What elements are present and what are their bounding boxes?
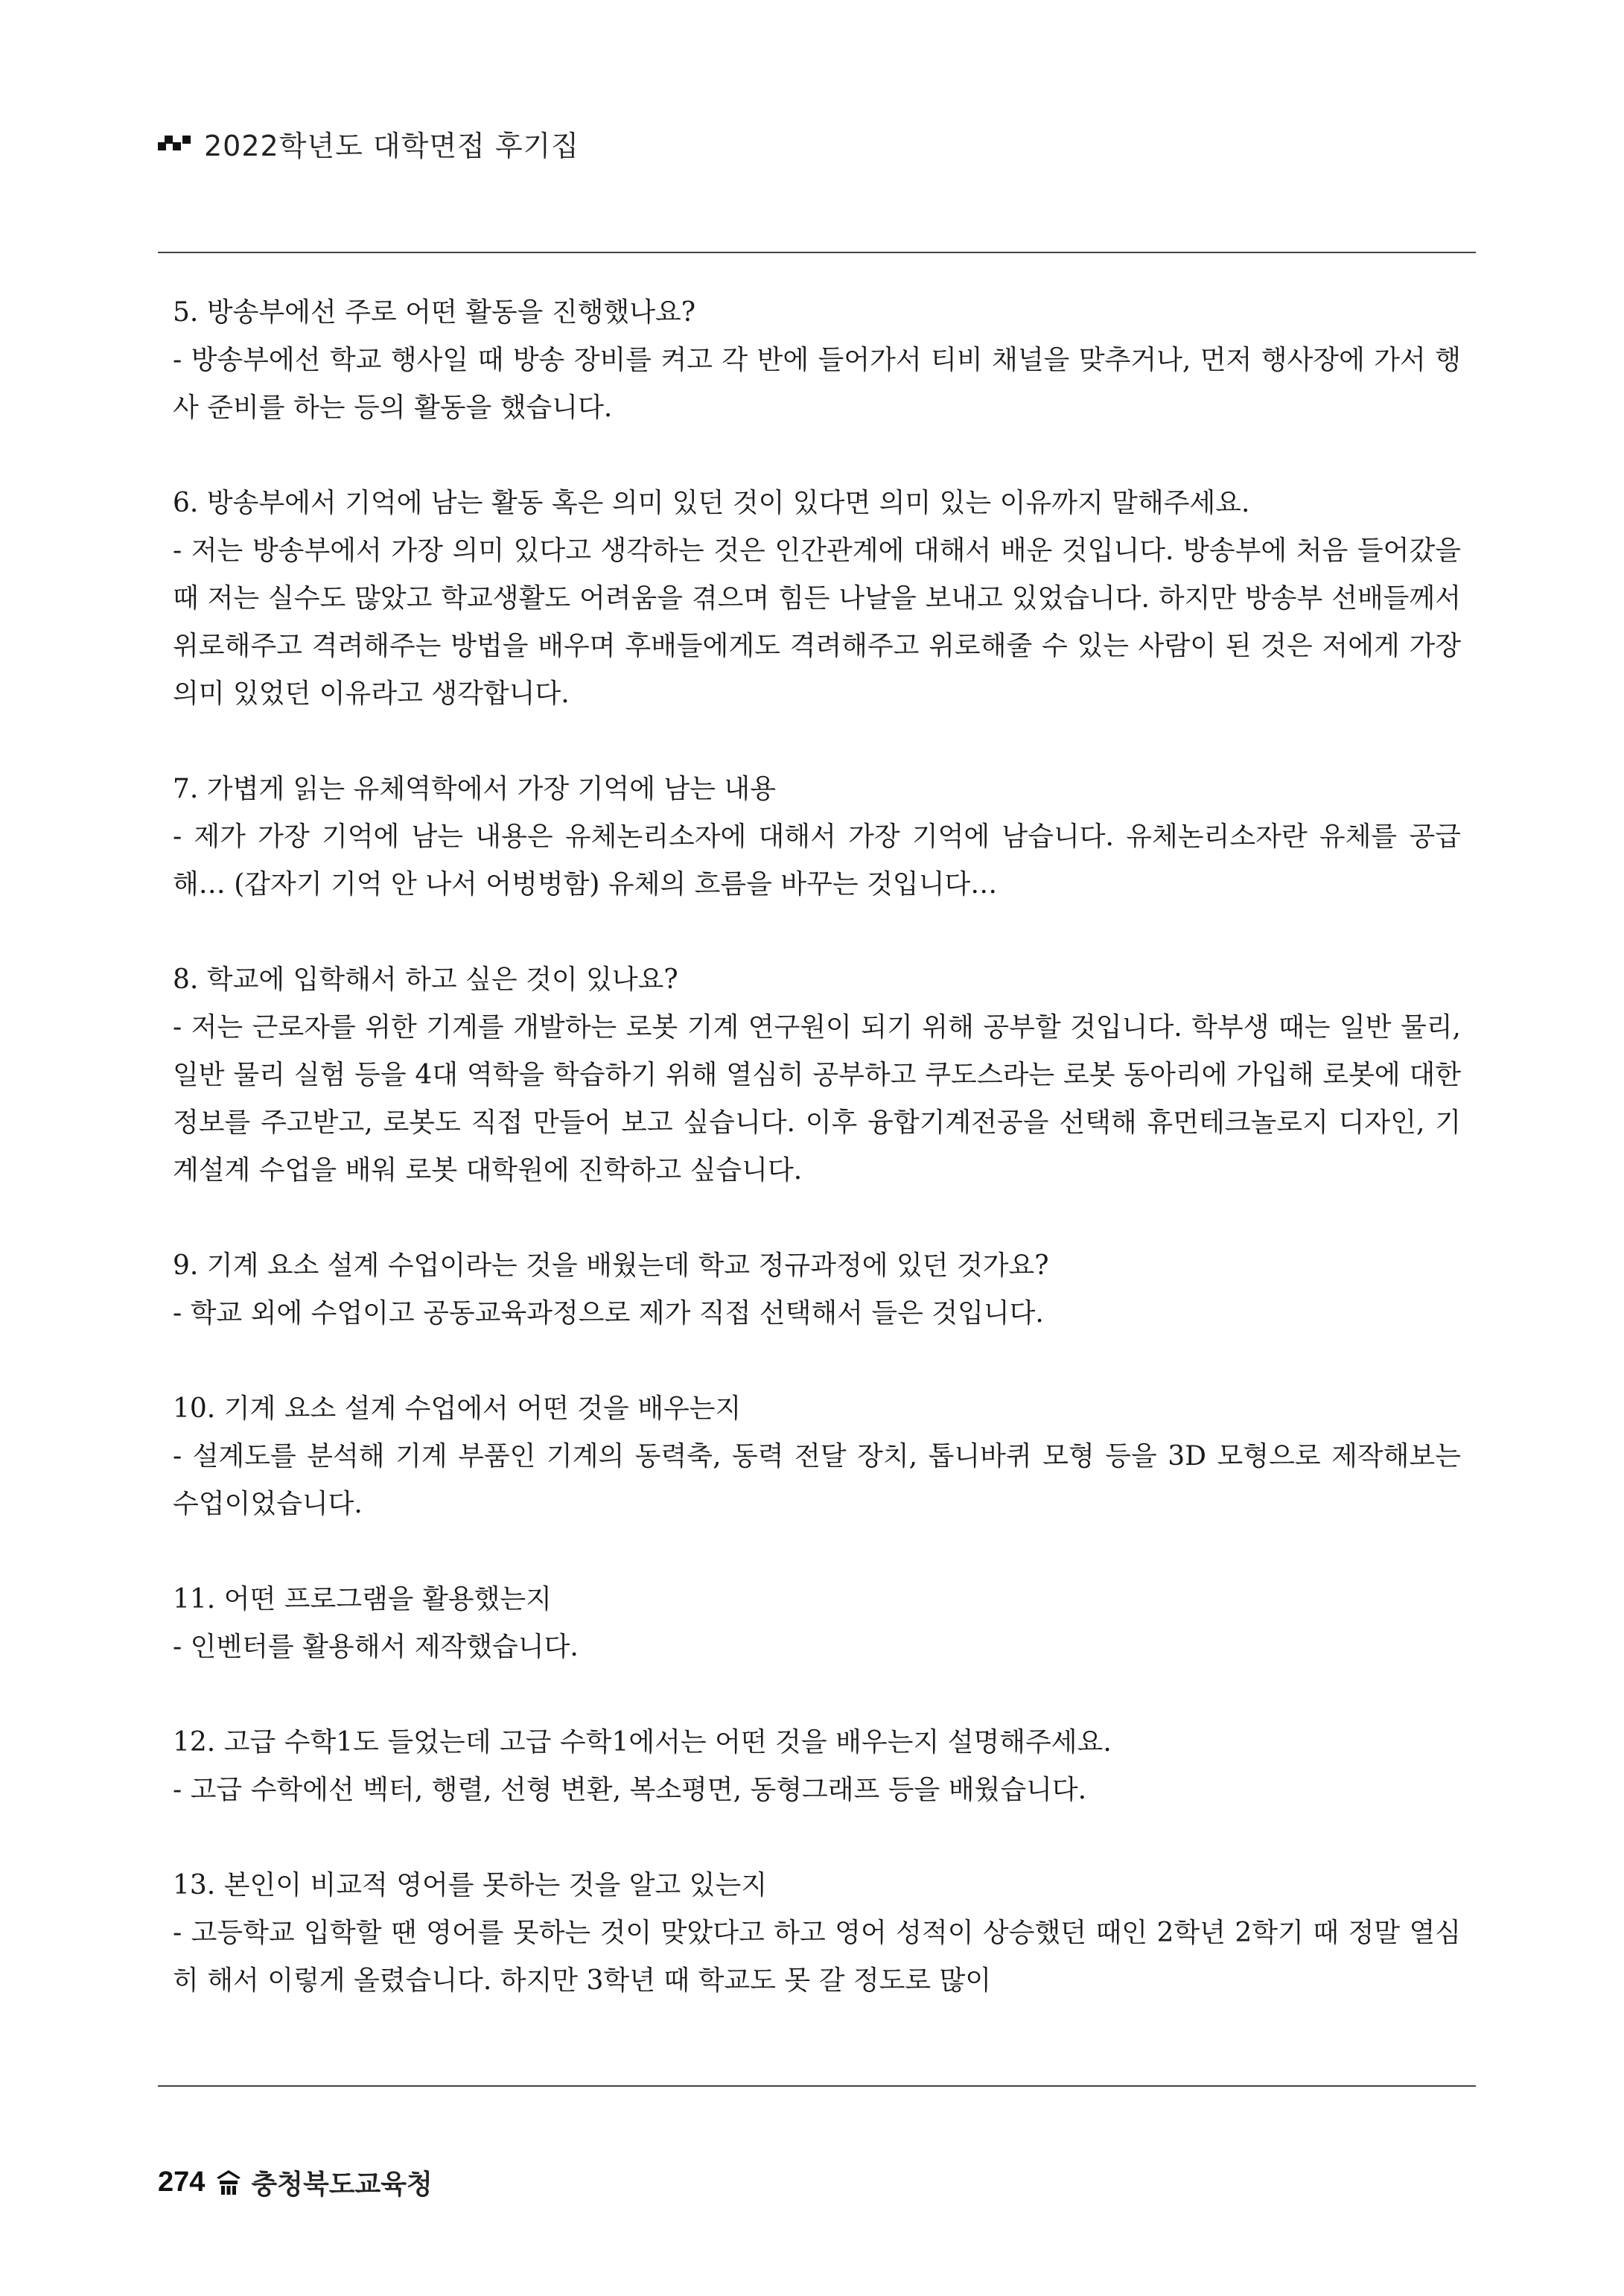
bottom-divider: [158, 2085, 1476, 2087]
qa-item-5: [173, 289, 1461, 432]
answer-10: - 설계도를 분석해 기계 부품인 기계의 동력축, 동력 전달 장치, 톱니바퀴 모형 등을 3D 모형으로 제작해보는 수업이었습니다.: [173, 1441, 1461, 1519]
page-number: 274: [158, 2166, 206, 2198]
qa-item-8: [173, 956, 1461, 1195]
qa-item-7: [173, 766, 1461, 909]
qa-item-9: [173, 1242, 1461, 1338]
answer-6: - 저는 방송부에서 가장 의미 있다고 생각하는 것은 인간관계에 대해서 배운 것입니다. 방송부에 처음 들어갔을 때 저는 실수도 많았고 학교생활도 어려움을 겪으며 힘든 나날을 보내고 있었습니다. 하지만 방송부 선배들께서 위로해주고 격려해주는 방법을 배우며 후배들에게도 격려해주고 위로해줄 수 있는 사람이 된 것은 저에게 가장 의미 있었던 이유라고 생각합니다.: [173, 535, 1461, 709]
black-squares-icon: [158, 133, 192, 153]
top-divider: [158, 252, 1476, 253]
answer-9: - 학교 외에 수업이고 공동교육과정으로 제가 직접 선택해서 들은 것입니다.: [173, 1298, 1044, 1329]
answer-12: - 고급 수학에선 벡터, 행렬, 선형 변환, 복소평면, 동형그래프 등을 배웠습니다.: [173, 1775, 1087, 1805]
answer-5: - 방송부에선 학교 행사일 때 방송 장비를 켜고 각 반에 들어가서 티비 채널을 맞추거나, 먼저 행사장에 가서 행사 준비를 하는 등의 활동을 했습니다.: [173, 345, 1461, 423]
answer-11: - 인벤터를 활용해서 제작했습니다.: [173, 1632, 579, 1662]
question-7: 7. 가볍게 읽는 유체역학에서 가장 기억에 남는 내용: [173, 774, 776, 804]
question-12: 12. 고급 수학1도 들었는데 고급 수학1에서는 어떤 것을 배우는지 설명해주세요.: [173, 1727, 1112, 1758]
page-header: [158, 122, 579, 164]
question-11: 11. 어떤 프로그램을 활용했는지: [173, 1584, 552, 1615]
question-10: 10. 기계 요소 설계 수업에서 어떤 것을 배우는지: [173, 1393, 742, 1424]
qa-item-13: [173, 1862, 1461, 2005]
interview-qa-list: [173, 289, 1461, 2052]
question-9: 9. 기계 요소 설계 수업이라는 것을 배웠는데 학교 정규과정에 있던 것가요?: [173, 1250, 1049, 1281]
organization-name: 충청북도교육청: [251, 2169, 433, 2200]
question-6: 6. 방송부에서 기억에 남는 활동 혹은 의미 있던 것이 있다면 의미 있는 이유까지 말해주세요.: [173, 488, 1250, 518]
qa-item-12: [173, 1719, 1461, 1814]
question-5: 5. 방송부에선 주로 어떤 활동을 진행했나요?: [173, 297, 696, 328]
qa-item-11: [173, 1576, 1461, 1671]
question-8: 8. 학교에 입학해서 하고 싶은 것이 있나요?: [173, 964, 678, 995]
qa-item-6: [173, 480, 1461, 718]
answer-7: - 제가 가장 기억에 남는 내용은 유체논리소자에 대해서 가장 기억에 남습니다. 유체논리소자란 유체를 공급해… (갑자기 기억 안 나서 어벙벙함) 유체의 흐름을 바꾸는 것입니다…: [173, 821, 1461, 900]
document-title: 2022학년도 대학면접 후기집: [204, 129, 579, 162]
answer-8: - 저는 근로자를 위한 기계를 개발하는 로봇 기계 연구원이 되기 위해 공부할 것입니다. 학부생 때는 일반 물리, 일반 물리 실험 등을 4대 역학을 학습하기 위해 열심히 공부하고 쿠도스라는 로봇 동아리에 가입해 로봇에 대한 정보를 주고받고, 로봇도 직접 만들어 보고 싶습니다. 이후 융합기계전공을 선택해 휴먼테크놀로지 디자인, 기계설계 수업을 배워 로봇 대학원에 진학하고 싶습니다.: [173, 1012, 1461, 1186]
answer-13: - 고등학교 입학할 땐 영어를 못하는 것이 맞았다고 하고 영어 성적이 상승했던 때인 2학년 2학기 때 정말 열심히 해서 이렇게 올렸습니다. 하지만 3학년 때 학교도 못 갈 정도로 많이: [173, 1918, 1461, 1996]
qa-item-10: [173, 1385, 1461, 1528]
education-office-logo-icon: [214, 2167, 243, 2197]
question-13: 13. 본인이 비교적 영어를 못하는 것을 알고 있는지: [173, 1870, 768, 1901]
page-footer: [158, 2160, 433, 2204]
